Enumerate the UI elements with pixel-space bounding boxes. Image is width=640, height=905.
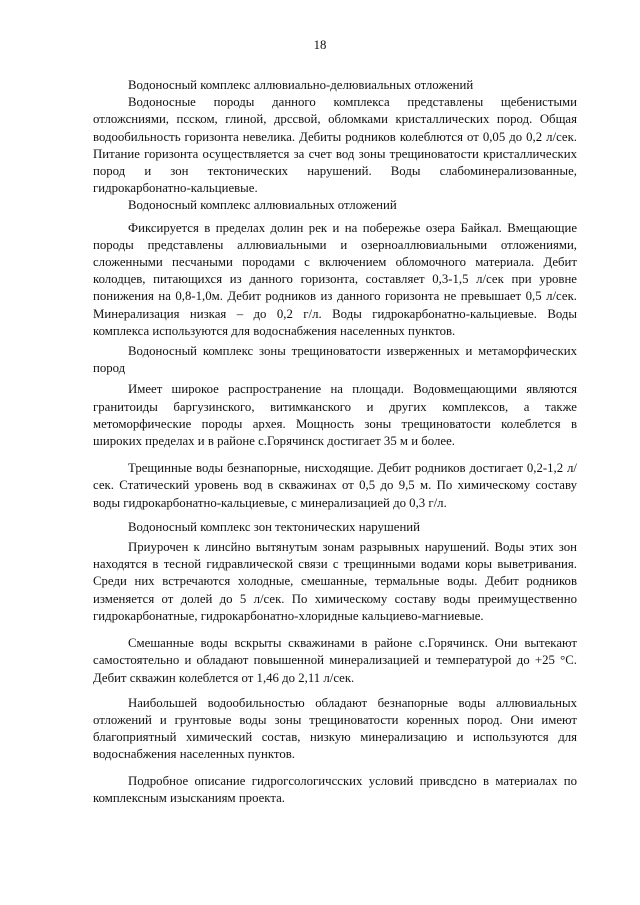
section-heading-alluvial: Водоносный комплекс аллювиальных отложений xyxy=(128,198,397,213)
paragraph-tectonic-zones: Приурочен к линсйно вытянутым зонам разрывных нарушений. Воды этих зон находятся в тесной гидравлической связи с трещинными водами коры выветривания. Среди них встречаются холодные, смешанные, термальные воды. Дебит родников изменяется от долей до 5 л/сек. По химическому составу воды преимущественно гидрокарбонатные, гидрокарбонатно-хлоридные кальциево-магниевые. xyxy=(93,540,577,623)
paragraph-alluvial: Фиксируется в пределах долин рек и на побережье озера Байкал. Вмещающие породы представлены аллювиальными и озерноаллювиальными отложениями, сложенными песчаными породами с включением обломочного материала. Дебит колодцев, питающихся из данного горизонта, составляет 0,3-1,5 л/сек при уровне понижения на 0,8-1,0м. Дебит родников из данного горизонта не превышает 0,5 л/сек. Минерализация низкая – до 0,2 г/л. Воды гидрокарбонатно-кальциевые. Воды комплекса используются для водоснабжения населенных пунктов. xyxy=(93,220,577,338)
paragraph-fissure-waters: Трещинные воды безнапорные, нисходящие. Дебит родников достигает 0,2-1,2 л/сек. Статический уровень вод в скважинах от 0,5 до 9,5 м. По химическому составу воды гидрокарбонатно-кальциевые, с минерализацией до 0,3 г/л. xyxy=(93,461,577,510)
page-number: 18 xyxy=(313,38,327,52)
section-heading-fractured-rocks: Водоносный комплекс зоны трещиноватости изверженных и метаморфических пород xyxy=(93,344,577,376)
section-heading-tectonic-zones: Водоносный комплекс зон тектонических нарушений xyxy=(128,519,421,534)
paragraph-highest-water-yield: Наибольшей водообильностью обладают безнапорные воды аллювиальных отложений и грунтовые воды зоны трещиноватости коренных пород. Они имеют благоприятный химический состав, низкую минерализацию и используются для водоснабжения населенных пунктов. xyxy=(93,695,577,762)
section-heading-alluvial-deluvial: Водоносный комплекс аллювиально-делювиальных отложений xyxy=(128,78,474,92)
paragraph-fractured-rocks-distribution: Имеет широкое распространение на площади. Водовмещающими являются гранитоиды баргузинского, витимканского и других комплексов, а также метоморфические породы архея. Мощность зоны трещиноватости колеблется в широких пределах и в районе с.Горячинск достигает 35 м и более. xyxy=(93,382,577,449)
paragraph-mixed-waters: Смешанные воды вскрыты скважинами в районе с.Горячинск. Они вытекают самостоятельно и обладают повышенной минерализацией и температурой до +25 °С. Дебит скважин колеблется от 1,46 до 2,11 л/сек. xyxy=(93,636,577,685)
paragraph-detailed-description: Подробное описание гидрогсологичсских условий привсдсно в материалах по комплексным изысканиям проекта. xyxy=(93,773,577,805)
page-body xyxy=(93,77,577,807)
paragraph-alluvial-deluvial: Водоносные породы данного комплекса представлены щебенистыми отложсниями, псском, глиной, дрссвой, обломками кристаллических пород. Общая водообильность горизонта невелика. Дебиты родников колеблются от 0,05 до 0,2 л/сек. Питание горизонта осуществляется за счет вод зоны трещиноватости кристаллических пород и зон тектонических нарушений. Воды слабоминерализованные, гидрокарбонатно-кальциевые. xyxy=(93,95,577,196)
